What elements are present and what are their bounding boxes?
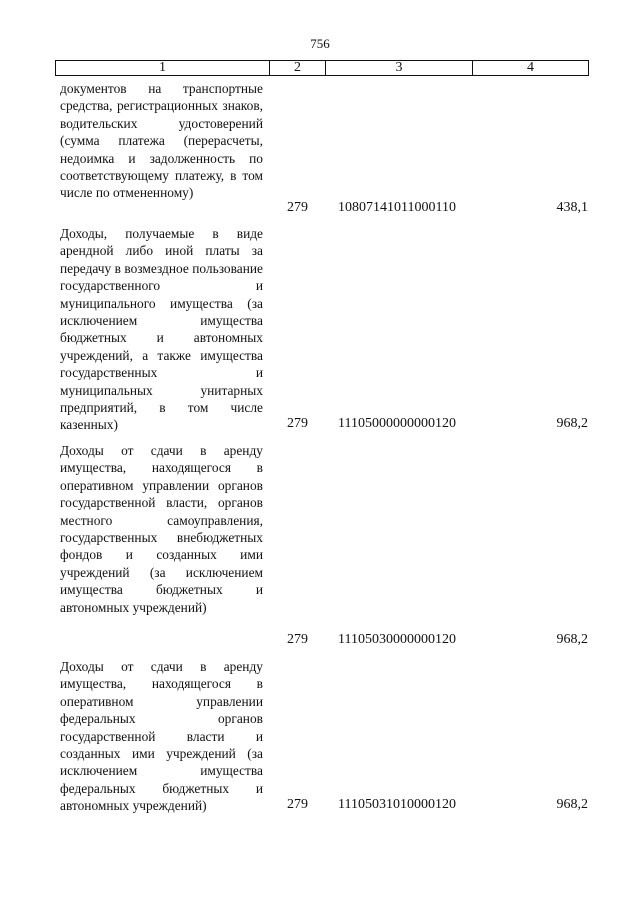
table-header xyxy=(55,60,589,76)
row-budget-code: 11105031010000120 xyxy=(338,797,456,812)
row-description: документов на транспортные средства, регистрационных знаков, водительских удостоверений (сумма платежа (перерасчеты, недоимка и задолженность по соответствующему платежу, в том числе по отмененному) xyxy=(60,81,263,201)
row-amount: 968,2 xyxy=(556,797,588,812)
row-description: Доходы, получаемые в виде арендной либо иной платы за передачу в возмездное пользование государственного и муниципального имущества (за исключением имущества бюджетных и автономных учреждений, а также имущества государственных и муниципальных унитарных предприятий, в том числе казенных) xyxy=(60,226,263,433)
column-header-3: 3 xyxy=(326,61,473,75)
row-admin-code: 279 xyxy=(287,797,308,812)
row-budget-code: 11105030000000120 xyxy=(338,632,456,647)
row-admin-code: 279 xyxy=(287,416,308,431)
row-budget-code: 11105000000000120 xyxy=(338,416,456,431)
row-admin-code: 279 xyxy=(287,632,308,647)
column-header-4: 4 xyxy=(527,60,534,75)
row-admin-code: 279 xyxy=(287,200,308,215)
row-budget-code: 10807141011000110 xyxy=(338,200,456,215)
row-amount: 968,2 xyxy=(556,416,588,431)
row-description: Доходы от сдачи в аренду имущества, находящегося в оперативном управлении органов государственной власти, органов местного самоуправления, государственных внебюджетных фондов и созданных ими учреждений (за исключением имущества бюджетных и автономных учреждений) xyxy=(60,443,263,615)
row-amount: 438,1 xyxy=(556,200,588,215)
row-amount: 968,2 xyxy=(556,632,588,647)
column-header-1: 1 xyxy=(56,61,270,75)
column-header-2: 2 xyxy=(270,61,326,75)
row-description: Доходы от сдачи в аренду имущества, находящегося в оперативном управлении федеральных органов государственной власти и созданных ими учреждений (за исключением имущества федеральных бюджетных и автономных учреждений) xyxy=(60,659,263,814)
page-number: 756 xyxy=(310,36,330,51)
